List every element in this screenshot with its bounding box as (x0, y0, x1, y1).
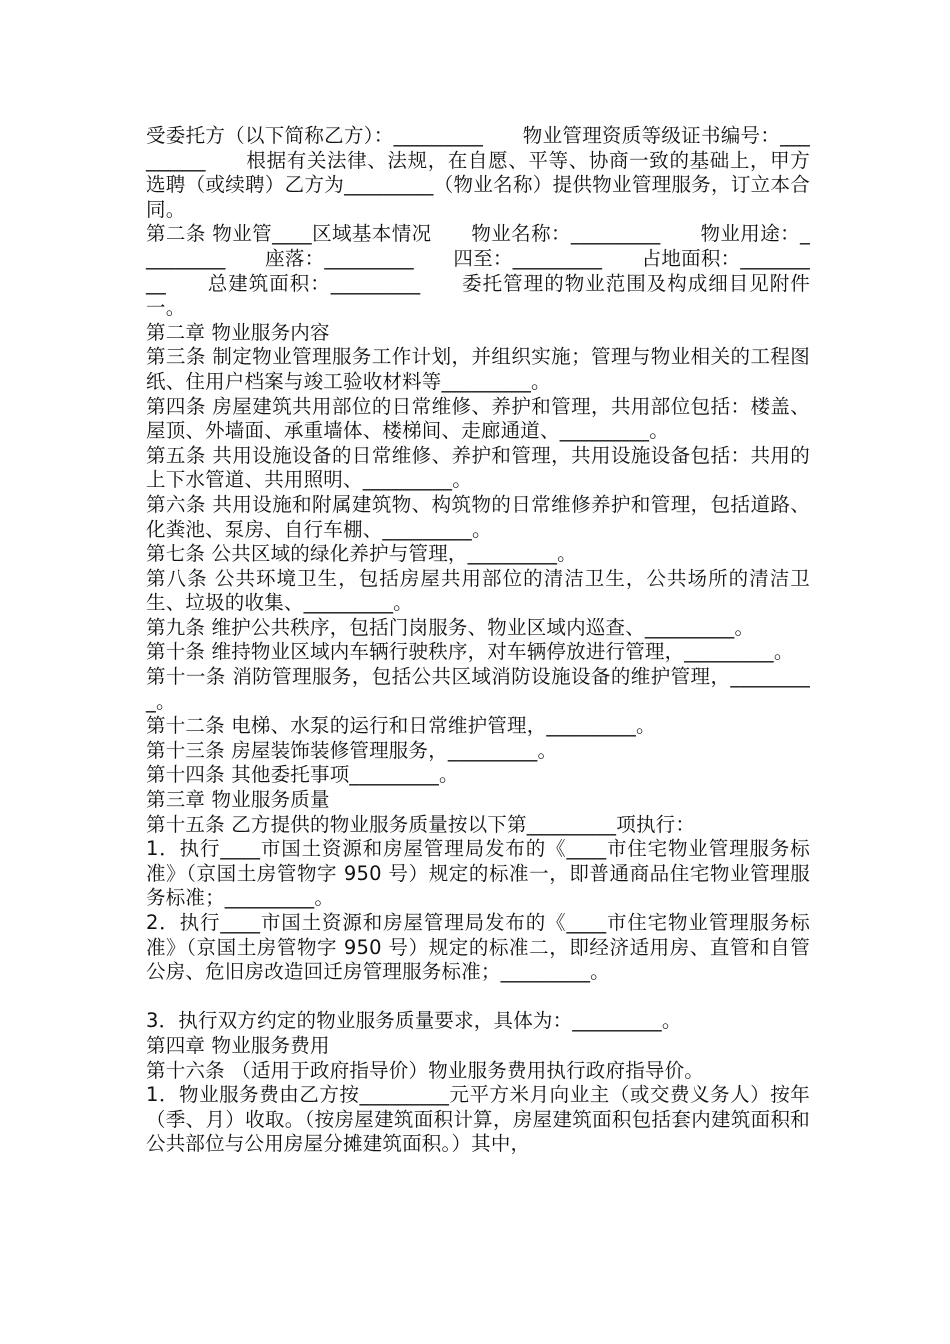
paragraph-article-15: 第十五条 乙方提供的物业服务质量按以下第_________项执行： (146, 812, 696, 836)
paragraph-intro: 受委托方（以下简称乙方）：_________ 物业管理资质等级证书编号：_________ 根据有关法律、法规，在自愿、平等、协商一致的基础上，甲方选聘（或续聘）乙方为_________（物业名称）提供物业管理服务，订立本合同。 (146, 124, 810, 221)
paragraph-item-3: 3．执行双方约定的物业服务质量要求，具体为：_________。 (146, 1009, 682, 1033)
paragraph-fee-item-1: 1．物业服务费由乙方按_________元平方米月向业主（或交费义务人）按年（季、月）收取。（按房屋建筑面积计算，房屋建筑面积包括套内建筑面积和公共部位与公用房屋分摊建筑面积。）其中， (146, 1083, 810, 1156)
contract-document (146, 124, 810, 1157)
paragraph-article-10: 第十条 维持物业区域内车辆行驶秩序，对车辆停放进行管理，_________。 (146, 640, 794, 664)
paragraph-article-8: 第八条 公共环境卫生，包括房屋共用部位的清洁卫生，公共场所的清洁卫生、垃圾的收集、_________。 (146, 566, 810, 615)
paragraph-article-4: 第四条 房屋建筑共用部位的日常维修、养护和管理，共用部位包括：楼盖、屋顶、外墙面、承重墙体、楼梯间、走廊通道、_________。 (146, 394, 810, 443)
paragraph-article-2: 第二条 物业管____区域基本情况 物业名称：_________ 物业用途：_________ 座落：_________ 四至：_________ 占地面积：_________ 总建筑面积：_________ 委托管理的物业范围及构成细目见附件一。 (146, 222, 810, 320)
chapter-2-heading: 第二章 物业服务内容 (146, 320, 330, 344)
paragraph-article-16: 第十六条 （适用于政府指导价）物业服务费用执行政府指导价。 (146, 1058, 704, 1082)
paragraph-article-5: 第五条 共用设施设备的日常维修、养护和管理，共用设施设备包括：共用的上下水管道、共用照明、_________。 (146, 443, 810, 492)
paragraph-article-7: 第七条 公共区域的绿化养护与管理，_________。 (146, 542, 577, 566)
paragraph-article-9: 第九条 维护公共秩序，包括门岗服务、物业区域内巡查、_________。 (146, 615, 755, 639)
chapter-3-heading: 第三章 物业服务质量 (146, 788, 330, 812)
paragraph-article-3: 第三条 制定物业管理服务工作计划，并组织实施；管理与物业相关的工程图纸、住用户档案与竣工验收材料等_________。 (146, 345, 810, 393)
paragraph-article-13: 第十三条 房屋装饰装修管理服务，_________。 (146, 738, 558, 762)
chapter-4-heading: 第四章 物业服务费用 (146, 1033, 330, 1057)
paragraph-item-2: 2．执行____市国土资源和房屋管理局发布的《____市住宅物业管理服务标准》（京国土房管物字 950 号）规定的标准二，即经济适用房、直管和自管公房、危旧房改造回迁房管理服务标准；_________。 (146, 911, 810, 984)
paragraph-article-6: 第六条 共用设施和附属建筑物、构筑物的日常维修养护和管理，包括道路、化粪池、泵房、自行车棚、_________。 (146, 492, 810, 541)
paragraph-article-11: 第十一条 消防管理服务，包括公共区域消防设施设备的维护管理，_________。 (146, 665, 810, 713)
blank-line (146, 985, 810, 1010)
paragraph-article-14: 第十四条 其他委托事项_________。 (146, 763, 459, 787)
paragraph-article-12: 第十二条 电梯、水泵的运行和日常维护管理，_________。 (146, 714, 656, 738)
paragraph-item-1: 1．执行____市国土资源和房屋管理局发布的《____市住宅物业管理服务标准》（京国土房管物字 950 号）规定的标准一，即普通商品住宅物业管理服务标准；_________。 (146, 837, 810, 910)
